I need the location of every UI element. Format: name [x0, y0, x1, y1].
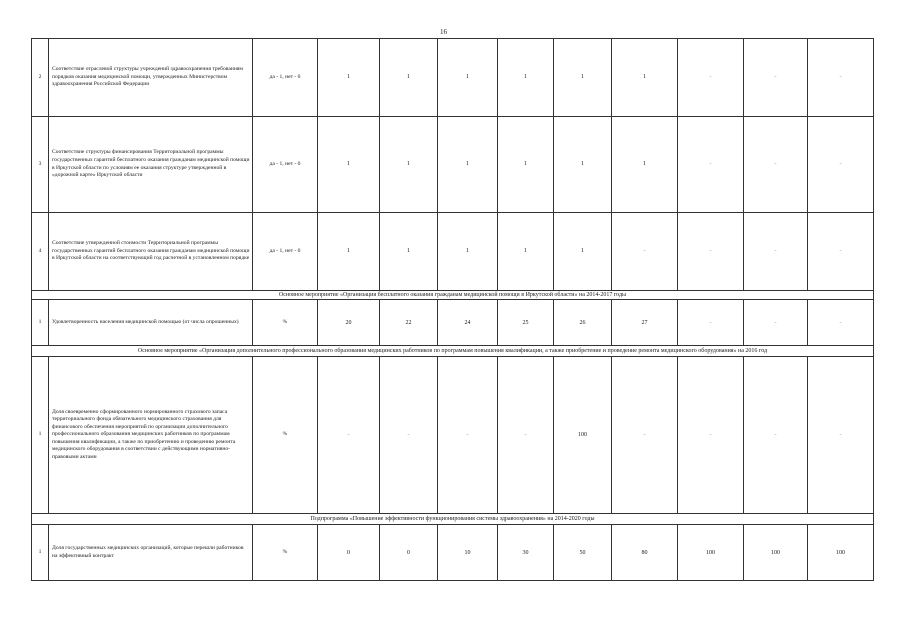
indicator-value-cell: 1	[612, 117, 678, 213]
indicator-value-cell: 1	[380, 117, 438, 213]
indicator-value-cell: 25	[498, 300, 554, 346]
indicator-description: Удовлетворенность населения медицинской помощью (от числа опрошенных)	[49, 300, 253, 346]
indicator-description: Соответствие структуры финансирования Территориальной программы государственных гарантий бесплатного оказания гражданам медицинской помощи в Иркутской области по условиям ее оказания структуре утвержденной в «дорожной карте» Иркутской области	[49, 117, 253, 213]
indicator-value-cell: -	[678, 213, 744, 291]
indicator-value-cell: 100	[678, 525, 744, 581]
indicator-value-cell: -	[678, 357, 744, 514]
indicator-value-cell: 1	[554, 39, 612, 117]
indicator-value-cell: 0	[380, 525, 438, 581]
indicator-value-cell: -	[744, 213, 808, 291]
indicator-value-cell: 20	[318, 300, 380, 346]
indicator-value-cell: 10	[438, 525, 498, 581]
section-header-row	[32, 346, 874, 357]
indicator-unit: да - 1, нет - 0	[253, 39, 318, 117]
section-title: Основное мероприятие «Организация бесплатного оказания гражданам медицинской помощи в Иркутской области» на 2014-2017 годы	[32, 291, 874, 300]
indicator-value-cell: -	[744, 300, 808, 346]
indicator-row	[32, 117, 874, 213]
section-header-row	[32, 514, 874, 525]
indicator-value-cell: 24	[438, 300, 498, 346]
indicator-value-cell: 100	[554, 357, 612, 514]
indicator-row	[32, 525, 874, 581]
indicators-table	[31, 38, 874, 581]
indicator-value-cell: -	[380, 357, 438, 514]
section-title: Подпрограмма «Повышение эффективности функционирования системы здравоохранения» на 2014-2020 годы	[32, 514, 874, 525]
indicator-value-cell: 1	[318, 213, 380, 291]
row-number: 4	[32, 213, 49, 291]
indicator-value-cell: 26	[554, 300, 612, 346]
indicator-unit: %	[253, 300, 318, 346]
indicator-value-cell: 1	[498, 39, 554, 117]
indicator-value-cell: -	[808, 213, 874, 291]
indicator-unit: да - 1, нет - 0	[253, 213, 318, 291]
indicator-value-cell: -	[318, 357, 380, 514]
indicator-value-cell: 1	[554, 213, 612, 291]
row-number: 3	[32, 117, 49, 213]
indicator-value-cell: -	[678, 300, 744, 346]
indicator-description: Доля государственных медицинских организаций, которые перешли работников на эффективный контракт	[49, 525, 253, 581]
section-title: Основное мероприятие «Организация дополнительного профессионального образования медицинских работников по программам повышения квалификации, а также приобретение и проведение ремонта медицинского оборудования» на 2016 год	[32, 346, 874, 357]
indicator-value-cell: 100	[808, 525, 874, 581]
indicator-description: Доля своевременно сформированного нормированного страхового запаса территориального фонда обязательного медицинского страхования для финансового обеспечения мероприятий по организации дополнительного профессионального образования медицинских работников по программам повышения квалификации, а также по приобретению и проведению ремонта медицинского оборудования в соответствии с действующими нормативно-правовыми актами	[49, 357, 253, 514]
indicator-value-cell: 1	[498, 117, 554, 213]
indicator-description: Соответствие утвержденной стоимости Территориальной программы государственных гарантий бесплатного оказания гражданам медицинской помощи в Иркутской области на соответствующий год расчетной в установленном порядке	[49, 213, 253, 291]
indicator-value-cell: 1	[612, 39, 678, 117]
row-number: 2	[32, 39, 49, 117]
indicator-row	[32, 213, 874, 291]
indicator-value-cell: 1	[318, 117, 380, 213]
indicator-value-cell: -	[808, 357, 874, 514]
indicator-value-cell: 80	[612, 525, 678, 581]
indicator-description: Соответствие отраслевой структуры учреждений здравоохранения требованиям порядков оказания медицинской помощи, утвержденных Министерством здравоохранения Российской Федерации	[49, 39, 253, 117]
indicator-value-cell: 22	[380, 300, 438, 346]
indicator-value-cell: -	[612, 357, 678, 514]
indicator-value-cell: 1	[554, 117, 612, 213]
indicator-value-cell: 30	[498, 525, 554, 581]
indicator-value-cell: -	[808, 300, 874, 346]
indicator-value-cell: -	[744, 39, 808, 117]
indicator-value-cell: 1	[498, 213, 554, 291]
indicator-value-cell: 50	[554, 525, 612, 581]
indicator-value-cell: -	[678, 39, 744, 117]
indicator-value-cell: 1	[318, 39, 380, 117]
indicator-value-cell: 27	[612, 300, 678, 346]
indicator-value-cell: 1	[380, 39, 438, 117]
indicator-value-cell: -	[612, 213, 678, 291]
indicator-unit: %	[253, 357, 318, 514]
row-number: 1	[32, 357, 49, 514]
row-number: 1	[32, 300, 49, 346]
indicator-value-cell: 1	[438, 39, 498, 117]
indicator-value-cell: -	[498, 357, 554, 514]
indicator-value-cell: 1	[438, 213, 498, 291]
row-number: 1	[32, 525, 49, 581]
indicator-row	[32, 39, 874, 117]
indicator-value-cell: -	[438, 357, 498, 514]
indicator-value-cell: 1	[380, 213, 438, 291]
indicator-value-cell: -	[744, 357, 808, 514]
section-header-row	[32, 291, 874, 300]
indicator-row	[32, 357, 874, 514]
indicator-value-cell: 0	[318, 525, 380, 581]
indicator-value-cell: -	[678, 117, 744, 213]
indicator-value-cell: -	[744, 117, 808, 213]
indicator-value-cell: 100	[744, 525, 808, 581]
indicator-value-cell: 1	[438, 117, 498, 213]
page-number: 16	[440, 28, 447, 36]
indicator-unit: да - 1, нет - 0	[253, 117, 318, 213]
indicator-row	[32, 300, 874, 346]
indicator-value-cell: -	[808, 39, 874, 117]
indicator-value-cell: -	[808, 117, 874, 213]
indicator-unit: %	[253, 525, 318, 581]
